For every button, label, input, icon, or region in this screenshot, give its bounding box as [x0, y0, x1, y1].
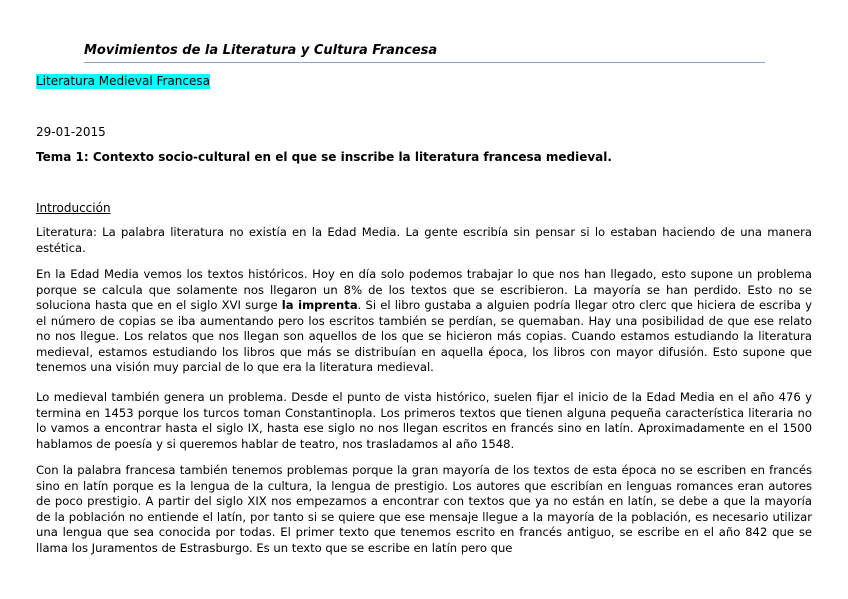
tema-heading: Tema 1: Contexto socio-cultural en el que se inscribe la literatura francesa medieval.	[36, 150, 612, 164]
paragraph-2-after: . Si el libro gustaba a alguien podría llegar otro clerc que hiciera de escriba y el número de copias se iba aumentando pero los escritos también se perdían, se quemaban. Hay una posibilidad de que ese relato no nos llegue. Los relatos que nos llegan son aquellos de los que se hicieron más copias. Cuando estamos estudiando la literatura medieval, estamos estudiando los libros que más se distribuían en aquella época, los libros con mayor difusión. Esto supone que tenemos una visión muy parcial de lo que era la literatura medieval.	[36, 298, 812, 374]
intro-heading: Introducción	[36, 201, 111, 215]
document-header-title: Movimientos de la Literatura y Cultura Francesa	[84, 43, 438, 58]
paragraph-3: Lo medieval también genera un problema. Desde el punto de vista histórico, suelen fijar el inicio de la Edad Media en el año 476 y termina en 1453 porque los turcos toman Constantinopla. Los primeros textos que tienen alguna pequeña característica literaria no lo vamos a encontrar hasta el siglo IX, hasta ese siglo no nos llegan escritos en francés sino en latín. Aproximadamente en el 1500 hablamos de poesía y si queremos hablar de teatro, nos trasladamos al año 1548.	[36, 390, 812, 451]
date-line: 29-01-2015	[36, 125, 106, 139]
header-rule	[84, 62, 765, 63]
paragraph-1: Literatura: La palabra literatura no existía en la Edad Media. La gente escribía sin pensar si lo estaban haciendo de una manera estética.	[36, 225, 812, 255]
paragraph-4: Con la palabra francesa también tenemos problemas porque la gran mayoría de los textos de esta época no se escriben en francés sino en latín porque es la lengua de la cultura, la lengua de prestigio. Los autores que escribían en lenguas romances eran autores de poco prestigio. A partir del siglo XIX nos empezamos a encontrar con textos que ya no están en latín, se debe a que la mayoría de la población no entiende el latín, por tanto si se quiere que ese mensaje llegue a la mayoría de la población, es necesario utilizar una lengua que sea conocida por todas. El primer texto que tenemos escrito en francés antiguo, se escribe en el año 842 que se llama los Juramentos de Estrasburgo. Es un texto que se escribe en latín pero que	[36, 463, 812, 555]
paragraph-2-bold: la imprenta	[281, 298, 358, 312]
paragraph-2-before: En la Edad Media vemos los textos históricos. Hoy en día solo podemos trabajar lo que nos han llegado, esto supone un problema porque se calcula que solamente nos llegaron un 8% de los textos que se escribieron. La mayoría se han perdido. Esto no se soluciona hasta que en el siglo XVI surge	[36, 267, 812, 312]
section-heading-highlighted: Literatura Medieval Francesa	[36, 74, 210, 88]
paragraph-2	[36, 267, 812, 376]
